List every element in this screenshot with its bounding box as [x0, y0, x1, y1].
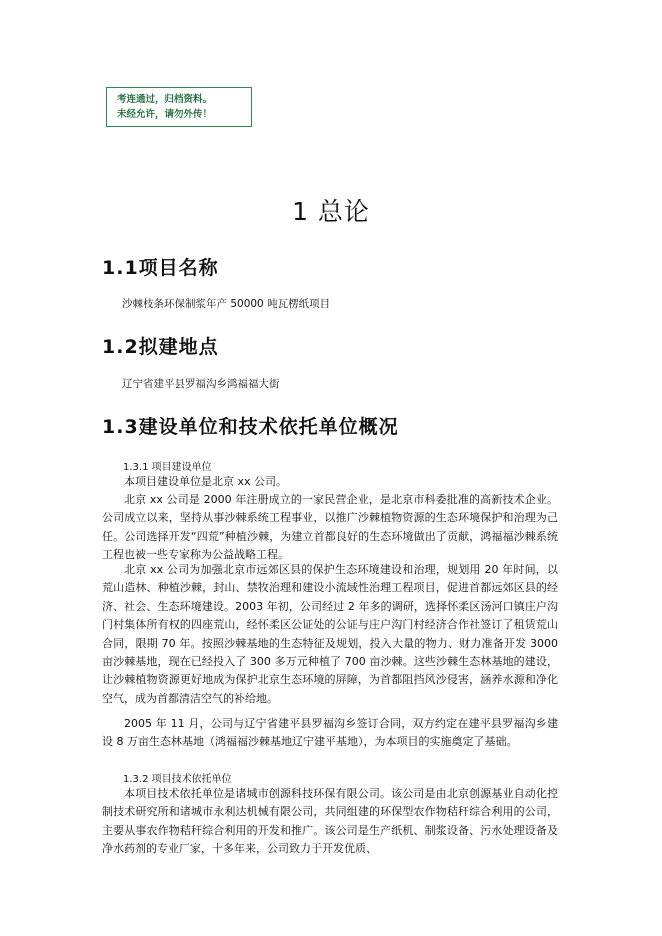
section-heading-units-overview: 1.3建设单位和技术依托单位概况	[102, 416, 399, 438]
paragraph-tech-unit: 本项目技术依托单位是诸城市创源科技环保有限公司。该公司是由北京创源基业自动化控制技术研究所和诸城市永利达机械有限公司，共同组建的环保型农作物秸秆综合利用的公司，主要从事农作物秸秆综合利用的开发和推广。该公司是生产纸机、制浆设备、污水处理设备及净水药剂的专业厂家，十多年来，公司致力于开发优质、	[102, 787, 558, 856]
section-heading-project-name: 1.1项目名称	[102, 257, 219, 279]
paragraph-contract-2005: 2005 年 11 月，公司与辽宁省建平县罗福沟乡签订合同，双方约定在建平县罗福沟乡建设 8 万亩生态林基地（鸿福福沙棘基地辽宁建平基地），为本项目的实施奠定了基础。	[102, 717, 558, 749]
location-text: 辽宁省建平县罗福沟乡鸿福福大街	[122, 378, 280, 390]
subsection-heading-construction-unit: 1.3.1 项目建设单位	[123, 462, 212, 473]
paragraph-unit-intro: 本项目建设单位是北京 xx 公司。	[124, 475, 288, 488]
project-name-text: 沙棘枝条环保制浆年产 50000 吨瓦楞纸项目	[122, 298, 331, 310]
stamp-line-2: 未经允许，请勿外传！	[117, 109, 213, 120]
confidential-stamp	[106, 87, 252, 127]
paragraph-company-profile: 北京 xx 公司是 2000 年注册成立的一家民营企业，是北京市科委批准的高新技术企业。公司成立以来，坚持从事沙棘系统工程事业，以推广沙棘植物资源的生态环境保护和治理为己任。公司选择开发“四荒”种植沙棘，为建立首都良好的生态环境做出了贡献，鸿福福沙棘系统工程也被一些专家称为公益战略工程。	[102, 493, 558, 562]
section-heading-location: 1.2拟建地点	[102, 336, 219, 358]
subsection-heading-tech-unit: 1.3.2 项目技术依托单位	[123, 774, 232, 785]
paragraph-ecology-plan: 北京 xx 公司为加强北京市远郊区县的保护生态环境建设和治理，规划用 20 年时间，以荒山造林、种植沙棘，封山、禁牧治理和建设小流域性治理工程项目，促进首都远郊区县的经济、社会、生态环境建设。2003 年初，公司经过 2 年多的调研，选择怀柔区汤河口镇庄户沟门村集体所有权的四座荒山，经怀柔区公证处的公证与庄户沟门村经济合作社签订了租赁荒山合同，限期 70 年。按照沙棘基地的生态特征及规划，投入大量的物力、财力准备开发 3000 亩沙棘基地，现在已经投入了 300 多万元种植了 700 亩沙棘。这些沙棘生态林基地的建设，让沙棘植物资源更好地成为保护北京生态环境的屏障，为首都阻挡风沙侵害，涵养水源和净化空气，成为首都清洁空气的补给地。	[102, 563, 558, 705]
chapter-title: 1 总论	[292, 197, 370, 226]
stamp-line-1: 考连通过，归档资料。	[117, 94, 213, 105]
